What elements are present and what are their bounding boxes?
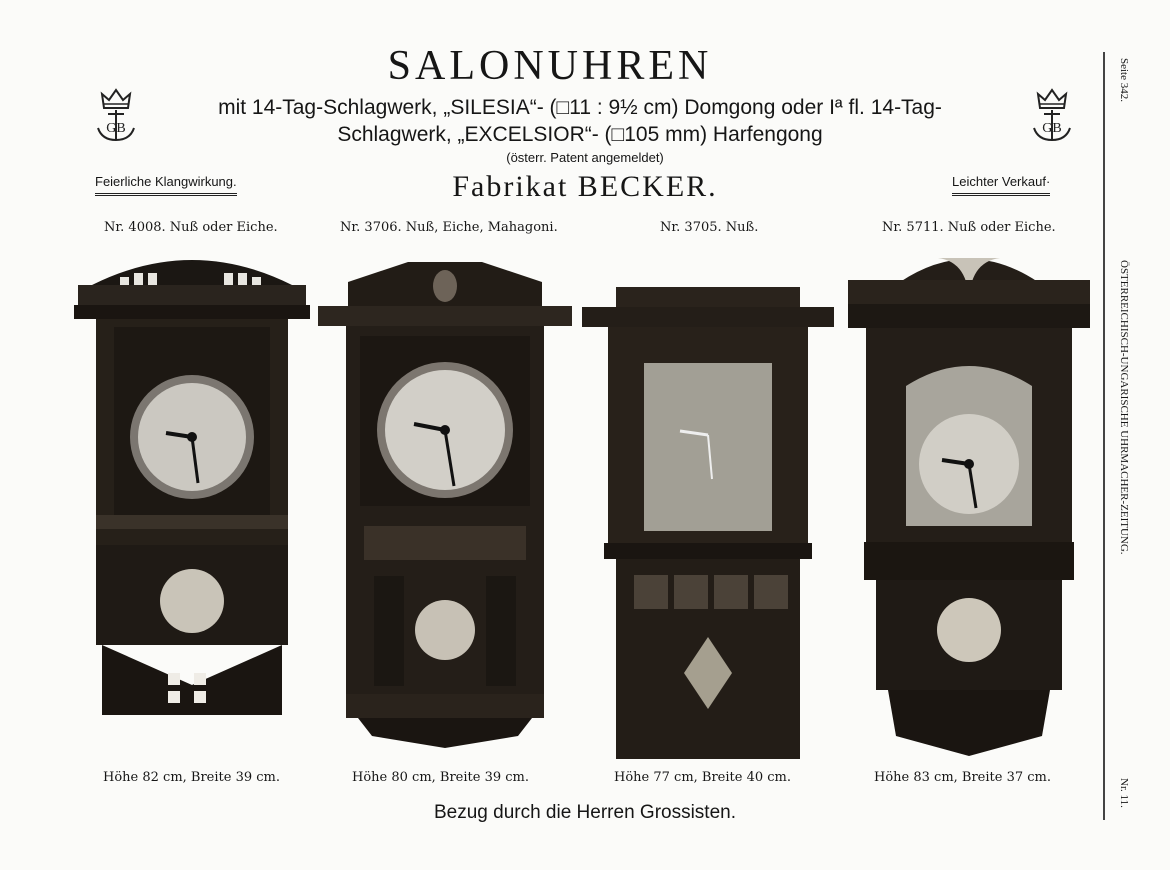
subtitle-line-1: mit 14-Tag-Schlagwerk, „SILESIA“- (□11 : 9½ cm) Domgong oder Iª fl. 14-Tag-: [218, 96, 942, 119]
patent-note: (österr. Patent angemeldet): [506, 150, 664, 165]
model-label-4: Nr. 5711. Nuß oder Eiche.: [882, 220, 1056, 235]
crown-anchor-logo-right: [1030, 86, 1074, 144]
dimension-label-3: Höhe 77 cm, Breite 40 cm.: [614, 770, 791, 785]
footer-note: Bezug durch die Herren Grossisten.: [433, 802, 737, 823]
clock-image-3706: [318, 258, 572, 754]
logo-letters-right: GB: [1042, 121, 1062, 136]
margin-rule: [1103, 52, 1105, 820]
clock-image-4008: [74, 245, 310, 731]
dimension-label-2: Höhe 80 cm, Breite 39 cm.: [352, 770, 529, 785]
dimension-label-4: Höhe 83 cm, Breite 37 cm.: [874, 770, 1051, 785]
margin-page-number: Seite 342.: [1118, 58, 1130, 102]
right-slogan: Leichter Verkauf·: [952, 174, 1050, 196]
clock-image-3705: [582, 285, 834, 765]
clock-image-5711: [848, 246, 1090, 760]
logo-letters-left: GB: [106, 121, 126, 136]
page-title: SALONUHREN: [387, 43, 713, 89]
subtitle-line-2: Schlagwerk, „EXCELSIOR“- (□105 mm) Harfengong: [337, 123, 823, 146]
model-label-3: Nr. 3705. Nuß.: [660, 220, 759, 235]
dimension-label-1: Höhe 82 cm, Breite 39 cm.: [103, 770, 280, 785]
brand-line: Fabrikat BECKER.: [452, 170, 718, 203]
model-label-2: Nr. 3706. Nuß, Eiche, Mahagoni.: [340, 220, 558, 235]
crown-anchor-logo-left: [94, 86, 138, 144]
margin-journal-title: ÖSTERREICHISCH-UNGARISCHE UHRMACHER-ZEITUNG.: [1118, 260, 1130, 555]
model-label-1: Nr. 4008. Nuß oder Eiche.: [104, 220, 278, 235]
margin-issue-number: Nr. 11.: [1118, 778, 1130, 808]
left-slogan: Feierliche Klangwirkung.: [95, 174, 237, 196]
